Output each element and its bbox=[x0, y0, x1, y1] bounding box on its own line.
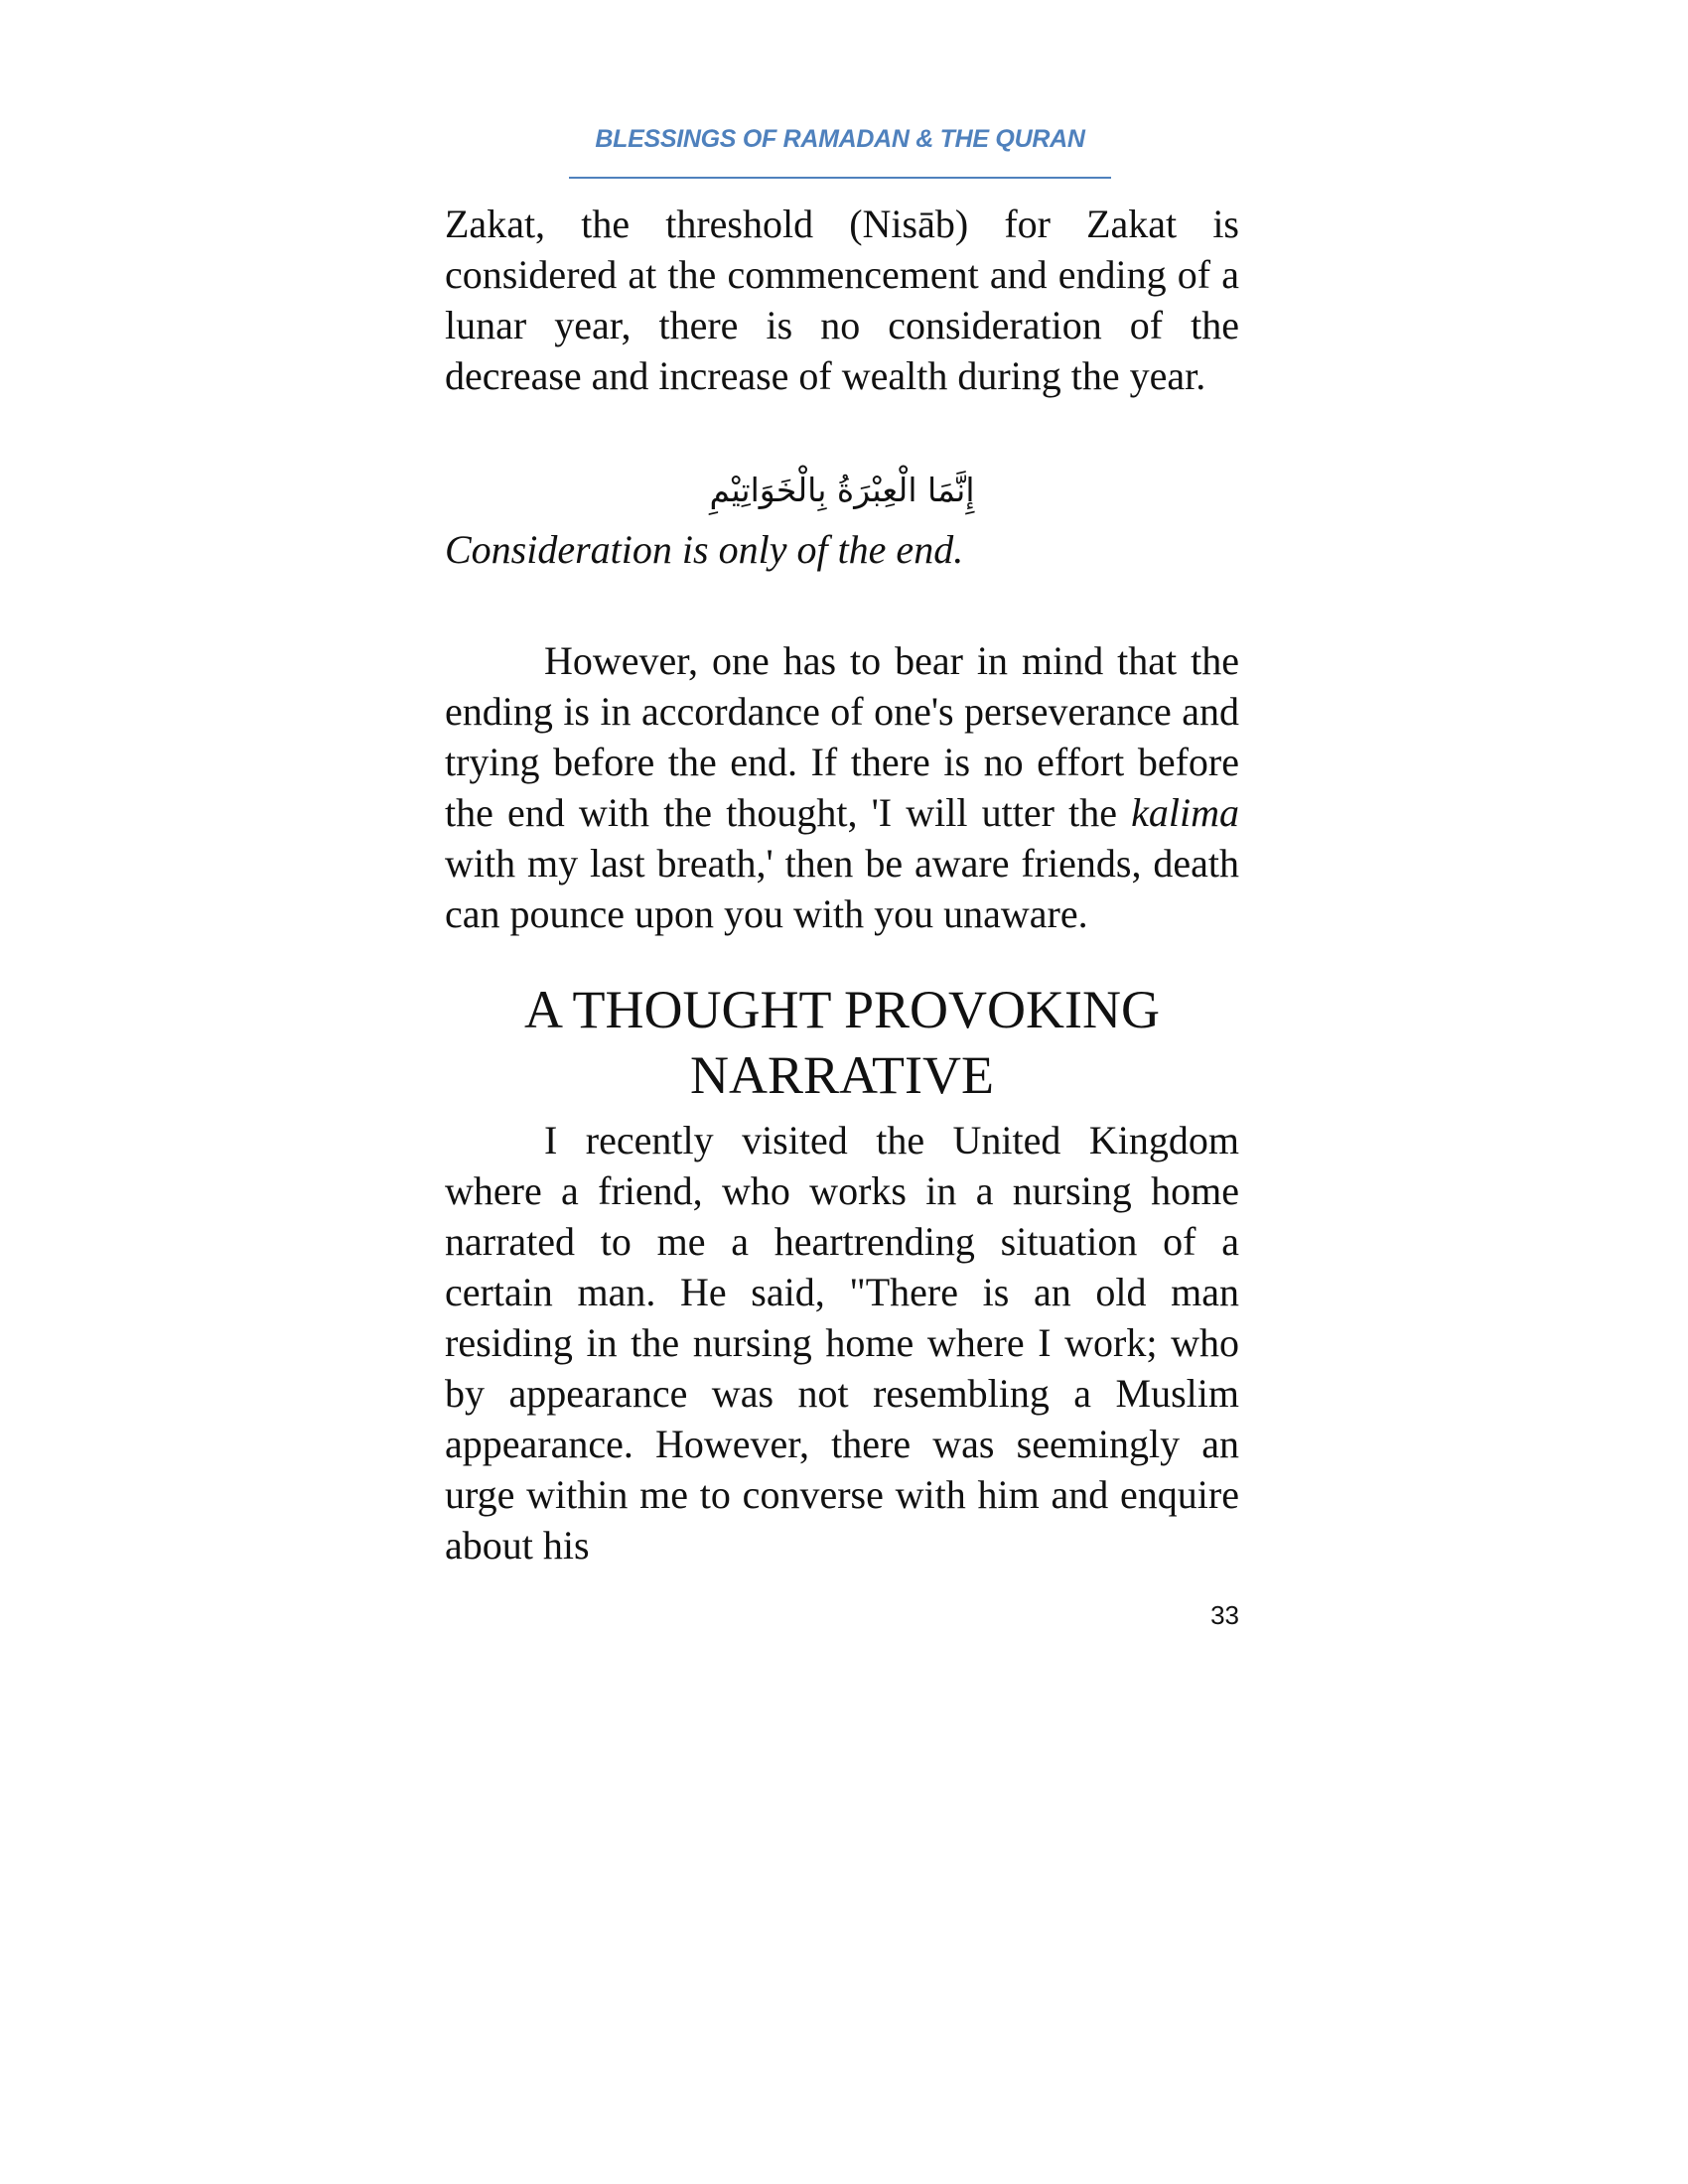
paragraph-text: Zakat, the threshold (Nisāb) for Zakat is considered at the commencement and ending of a lunar year, there is no consideration of the decrease and increase of wealth during the year. bbox=[445, 202, 1239, 398]
arabic-quote: إِنَّمَا الْعِبْرَةُ بِالْخَوَاتِيْمِ bbox=[709, 471, 975, 509]
paragraph-text-start: However, one has to bear in mind that the ending is in accordance of one's perseverance and trying before the end. If there is no effort before the end with the thought, 'I will utter the bbox=[445, 638, 1239, 835]
section-heading bbox=[445, 977, 1239, 1108]
paragraph-narrative bbox=[445, 1115, 1239, 1570]
quote-translation: Consideration is only of the end. bbox=[445, 527, 964, 572]
paragraph-text-end: with my last breath,' then be aware friends, death can pounce upon you with you unaware. bbox=[445, 841, 1239, 936]
paragraph-perseverance bbox=[445, 635, 1239, 939]
running-header: BLESSINGS OF RAMADAN & THE QURAN bbox=[595, 125, 1085, 153]
paragraph-zakat bbox=[445, 199, 1239, 401]
header-rule bbox=[569, 177, 1111, 179]
paragraph-text bbox=[445, 635, 1239, 939]
section-heading-line-2: NARRATIVE bbox=[690, 1045, 994, 1105]
emphasis-kalima: kalima bbox=[1131, 790, 1239, 835]
page-number: 33 bbox=[1210, 1600, 1239, 1630]
section-heading-line-1: A THOUGHT PROVOKING bbox=[523, 980, 1161, 1039]
paragraph-text: I recently visited the United Kingdom where a friend, who works in a nursing home narrated to me a heartrending situation of a certain man. He said, "There is an old man residing in the nursing home where I work; who by appearance was not resembling a Muslim appearance. However, there was seemingly an urge within me to converse with him and enquire about his bbox=[445, 1118, 1239, 1568]
